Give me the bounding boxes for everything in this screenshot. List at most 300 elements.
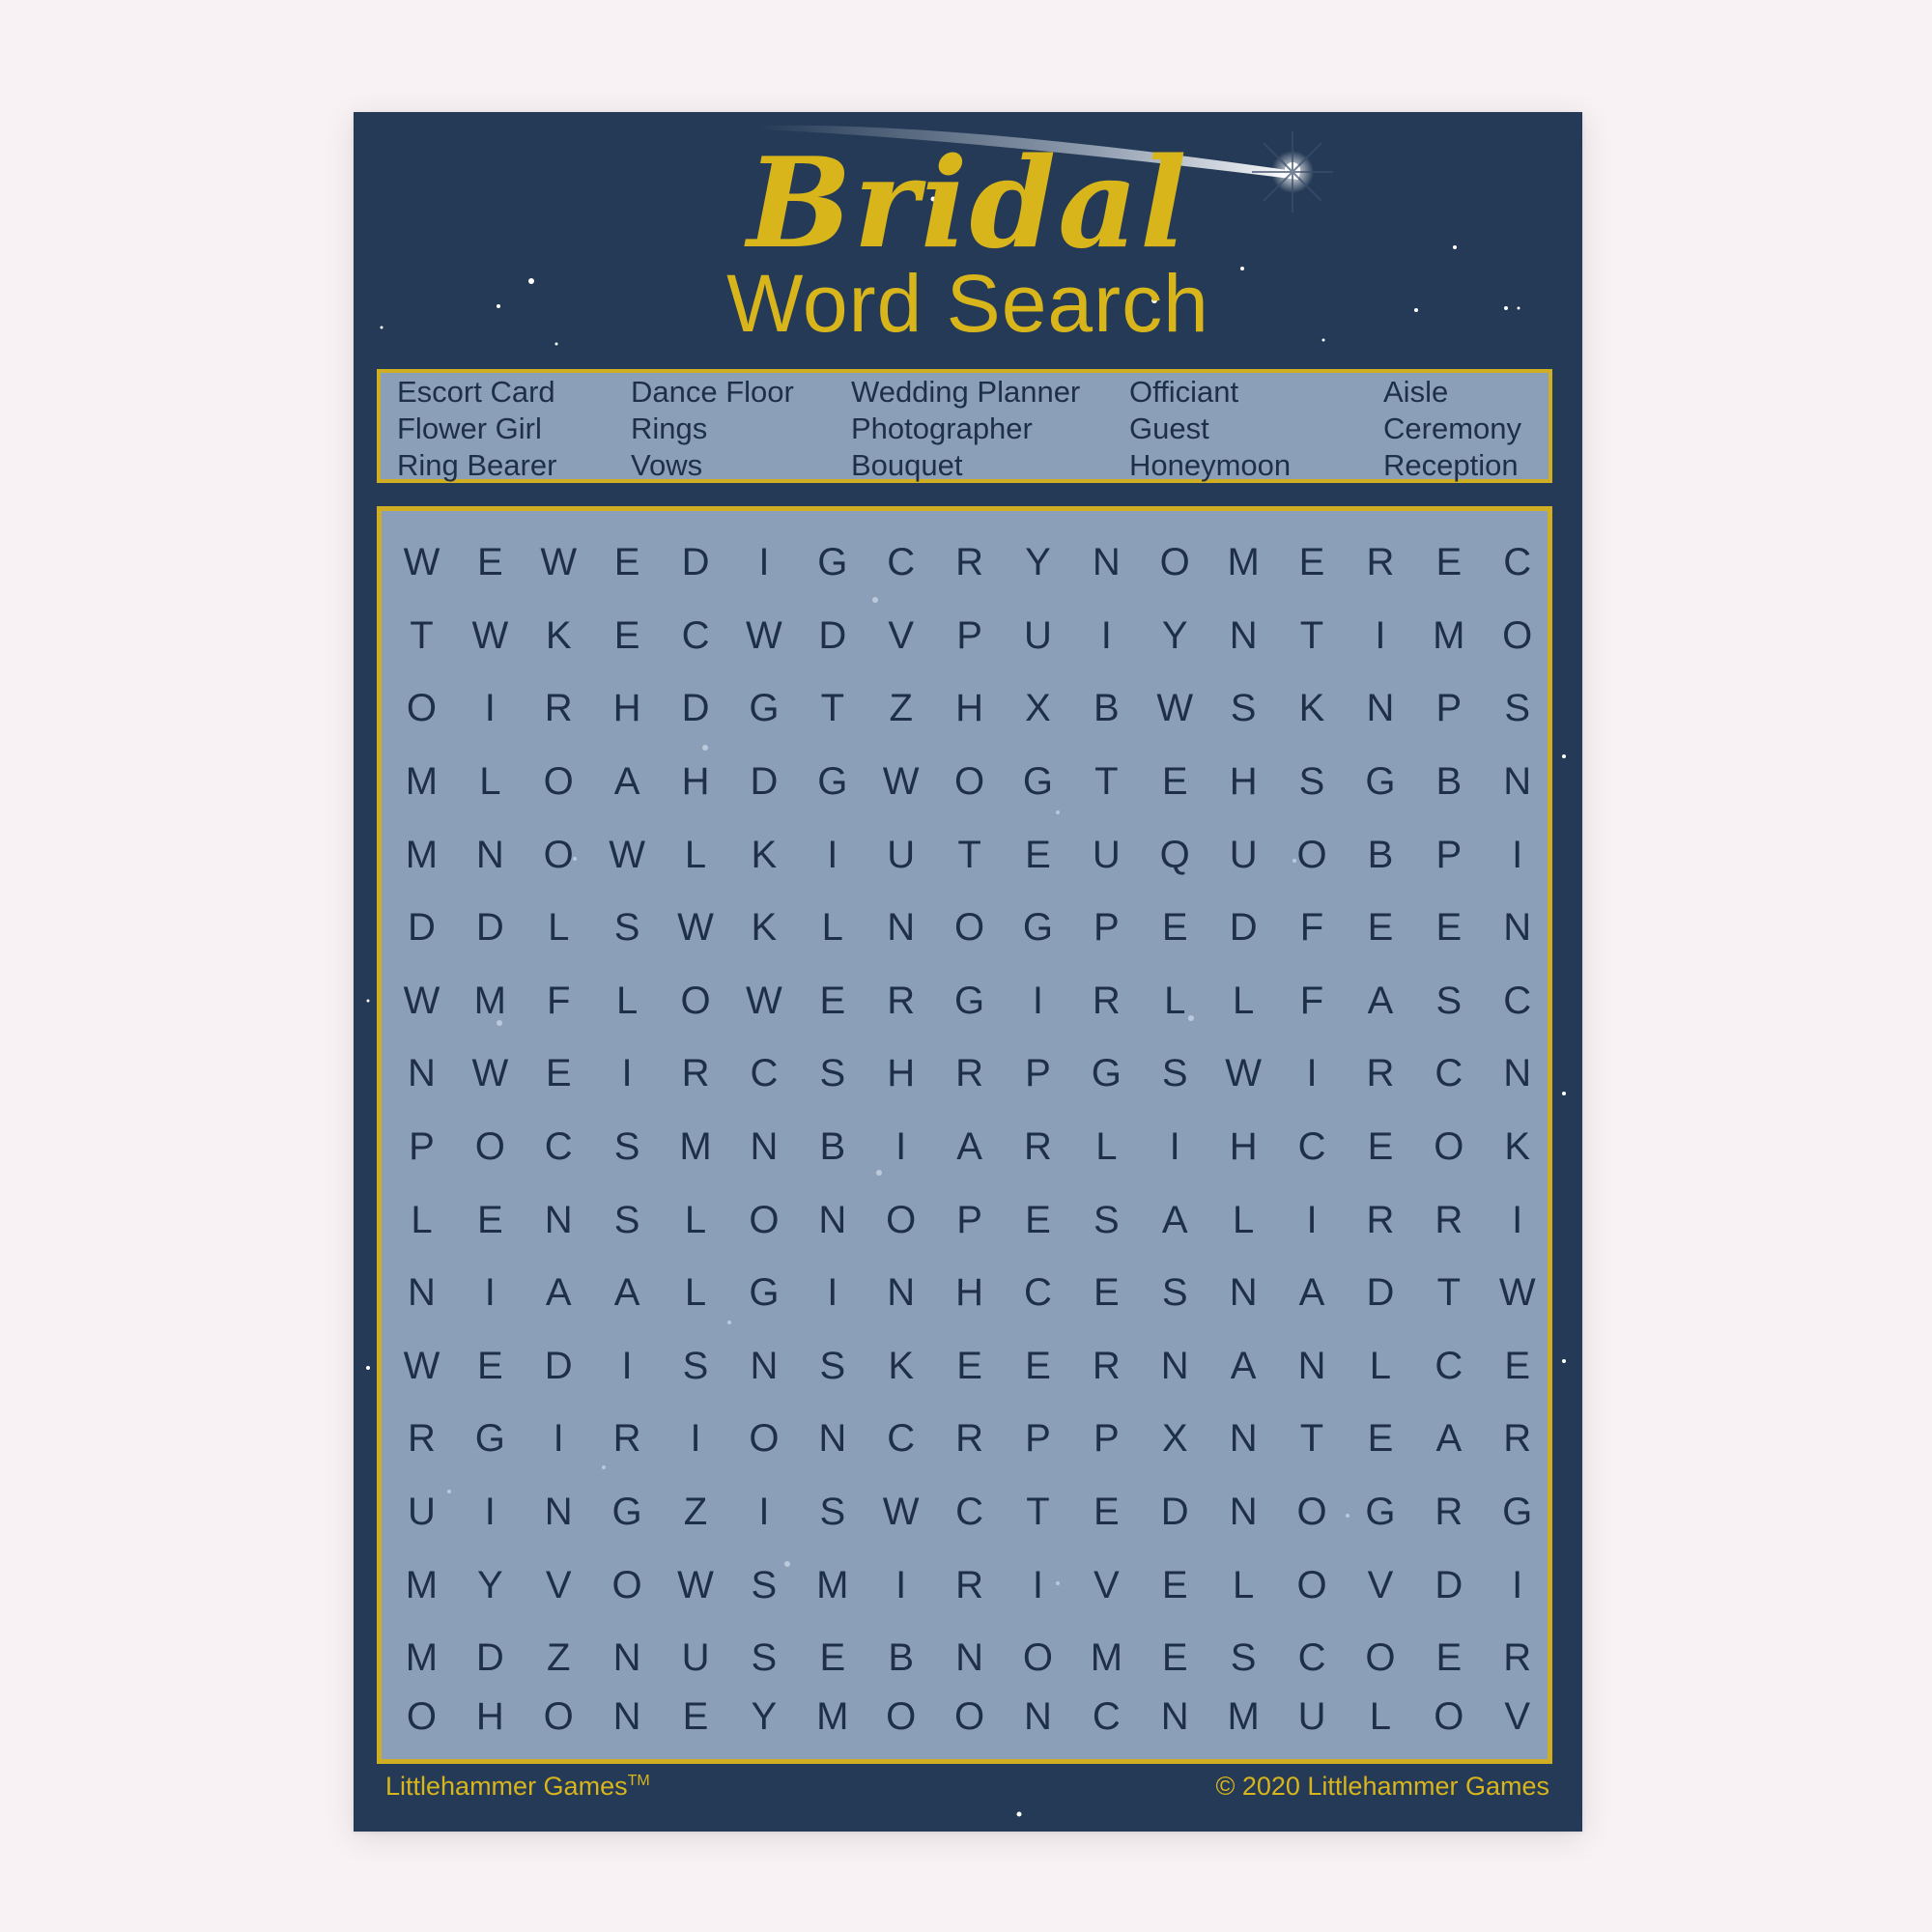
grid-letter[interactable]: C [1435, 1052, 1463, 1095]
grid-letter[interactable]: L [1233, 1563, 1255, 1606]
grid-letter[interactable]: T [820, 687, 844, 730]
grid-letter[interactable]: W [746, 613, 782, 657]
grid-letter[interactable]: E [1435, 541, 1463, 584]
grid-letter[interactable]: D [750, 760, 779, 804]
grid-letter[interactable]: B [1367, 833, 1394, 876]
grid-letter[interactable]: I [1306, 1052, 1318, 1095]
grid-letter[interactable]: A [1298, 1271, 1325, 1315]
grid-letter[interactable]: D [681, 687, 710, 730]
grid-letter[interactable]: G [1091, 1052, 1122, 1095]
grid-letter[interactable]: R [408, 1417, 436, 1461]
grid-letter[interactable]: T [410, 613, 434, 657]
grid-letter[interactable]: A [956, 1125, 982, 1169]
grid-letter[interactable]: S [1435, 979, 1463, 1022]
grid-letter[interactable]: R [1366, 1052, 1395, 1095]
grid-letter[interactable]: H [887, 1052, 916, 1095]
grid-letter[interactable]: N [475, 833, 504, 876]
grid-letter[interactable]: W [540, 541, 578, 584]
grid-letter[interactable]: M [405, 833, 439, 876]
grid-letter[interactable]: U [1024, 613, 1052, 657]
grid-letter[interactable]: T [1026, 1491, 1050, 1534]
grid-letter[interactable]: U [408, 1491, 436, 1534]
grid-letter[interactable]: I [621, 1052, 633, 1095]
grid-letter[interactable]: N [1024, 1694, 1052, 1738]
grid-letter[interactable]: R [1435, 1198, 1463, 1241]
grid-letter[interactable]: Y [476, 1563, 503, 1606]
grid-letter[interactable]: L [821, 906, 843, 950]
grid-letter[interactable]: N [1297, 1344, 1326, 1387]
grid-letter[interactable]: T [1299, 613, 1324, 657]
grid-letter[interactable]: R [955, 1563, 984, 1606]
grid-letter[interactable]: I [827, 1271, 838, 1315]
grid-letter[interactable]: R [1435, 1491, 1463, 1534]
grid-letter[interactable]: N [544, 1198, 573, 1241]
grid-letter[interactable]: I [621, 1344, 633, 1387]
grid-letter[interactable]: P [1025, 1052, 1051, 1095]
grid-letter[interactable]: W [1498, 1271, 1536, 1315]
grid-letter[interactable]: U [1229, 833, 1258, 876]
grid-letter[interactable]: O [1365, 1636, 1396, 1680]
grid-letter[interactable]: P [1094, 906, 1120, 950]
grid-letter[interactable]: E [1367, 906, 1394, 950]
grid-letter[interactable]: O [954, 760, 985, 804]
grid-letter[interactable]: E [1161, 906, 1188, 950]
grid-letter[interactable]: S [1230, 1636, 1257, 1680]
grid-letter[interactable]: P [1435, 833, 1463, 876]
grid-letter[interactable]: I [827, 833, 838, 876]
grid-letter[interactable]: E [1025, 1344, 1051, 1387]
grid-letter[interactable]: U [681, 1636, 710, 1680]
grid-letter[interactable]: A [613, 760, 640, 804]
brand-name: Littlehammer Games [385, 1772, 628, 1801]
grid-letter[interactable]: N [544, 1491, 573, 1534]
grid-letter[interactable]: I [1375, 613, 1386, 657]
grid-letter[interactable]: I [1169, 1125, 1180, 1169]
grid-letter[interactable]: H [1229, 760, 1258, 804]
grid-letter[interactable]: O [1159, 541, 1190, 584]
grid-letter[interactable]: E [1367, 1417, 1394, 1461]
grid-letter[interactable]: W [403, 1344, 440, 1387]
grid-letter[interactable]: K [888, 1344, 915, 1387]
grid-letter[interactable]: E [613, 541, 640, 584]
trademark-mark: TM [627, 1773, 650, 1789]
grid-letter[interactable]: O [749, 1417, 780, 1461]
grid-letter[interactable]: I [895, 1563, 907, 1606]
word-bank-item: Vows [631, 448, 703, 482]
grid-letter[interactable]: C [1297, 1125, 1326, 1169]
grid-letter[interactable]: Z [547, 1636, 571, 1680]
grid-letter[interactable]: N [408, 1052, 436, 1095]
grid-letter[interactable]: C [544, 1125, 573, 1169]
grid-letter[interactable]: F [547, 979, 571, 1022]
grid-letter[interactable]: E [1161, 1636, 1188, 1680]
grid-letter[interactable]: E [682, 1694, 709, 1738]
grid-letter[interactable]: N [818, 1198, 847, 1241]
grid-letter[interactable]: D [408, 906, 436, 950]
grid-letter[interactable]: W [403, 541, 440, 584]
grid-letter[interactable]: O [1296, 833, 1327, 876]
grid-letter[interactable]: S [751, 1636, 778, 1680]
grid-letter[interactable]: O [749, 1198, 780, 1241]
grid-letter[interactable]: G [749, 1271, 780, 1315]
grid-letter[interactable]: L [479, 760, 501, 804]
grid-letter[interactable]: L [615, 979, 639, 1022]
grid-letter[interactable]: U [1297, 1694, 1326, 1738]
grid-letter[interactable]: H [955, 687, 984, 730]
grid-letter[interactable]: S [819, 1491, 846, 1534]
grid-letter[interactable]: R [544, 687, 573, 730]
grid-letter[interactable]: G [1022, 906, 1054, 950]
grid-letter[interactable]: I [484, 687, 496, 730]
grid-letter[interactable]: H [1229, 1125, 1258, 1169]
grid-letter[interactable]: N [887, 1271, 916, 1315]
grid-letter[interactable]: T [1094, 760, 1119, 804]
grid-letter[interactable]: D [475, 1636, 504, 1680]
grid-letter[interactable]: D [681, 541, 710, 584]
grid-letter[interactable]: I [758, 1491, 770, 1534]
grid-letter[interactable]: F [1299, 979, 1324, 1022]
grid-letter[interactable]: K [1504, 1125, 1531, 1169]
grid-letter[interactable]: W [471, 613, 509, 657]
grid-letter[interactable]: I [553, 1417, 564, 1461]
grid-letter[interactable]: N [1229, 1271, 1258, 1315]
grid-letter[interactable]: M [405, 1636, 439, 1680]
grid-letter[interactable]: W [882, 760, 920, 804]
grid-letter[interactable]: X [1161, 1417, 1188, 1461]
grid-letter[interactable]: L [1369, 1344, 1392, 1387]
grid-letter[interactable]: L [548, 906, 570, 950]
grid-letter[interactable]: U [887, 833, 916, 876]
grid-letter[interactable]: G [1502, 1491, 1533, 1534]
grid-letter[interactable]: L [684, 833, 707, 876]
grid-letter[interactable]: S [1161, 1052, 1188, 1095]
letter-grid [387, 526, 1552, 1738]
grid-letter[interactable]: R [1024, 1125, 1052, 1169]
grid-letter[interactable]: R [1092, 979, 1121, 1022]
grid-letter[interactable]: M [1090, 1636, 1123, 1680]
grid-letter[interactable]: O [543, 1694, 574, 1738]
grid-letter[interactable]: M [1227, 1694, 1260, 1738]
grid-letter[interactable]: M [1433, 613, 1465, 657]
grid-letter[interactable]: W [1156, 687, 1194, 730]
grid-letter[interactable]: N [1229, 1417, 1258, 1461]
grid-letter[interactable]: W [609, 833, 645, 876]
grid-letter[interactable]: G [474, 1417, 505, 1461]
grid-letter[interactable]: S [819, 1052, 846, 1095]
grid-letter[interactable]: D [475, 906, 504, 950]
grid-letter[interactable]: C [1297, 1636, 1326, 1680]
grid-letter[interactable]: G [1365, 1491, 1396, 1534]
grid-letter[interactable]: S [819, 1344, 846, 1387]
grid-letter[interactable]: Y [1161, 613, 1188, 657]
grid-letter[interactable]: M [816, 1694, 849, 1738]
grid-letter[interactable]: N [955, 1636, 984, 1680]
grid-letter[interactable]: T [1436, 1271, 1462, 1315]
grid-letter[interactable]: W [403, 979, 440, 1022]
grid-letter[interactable]: L [1233, 1198, 1255, 1241]
grid-letter[interactable]: R [1366, 541, 1395, 584]
grid-letter[interactable]: O [611, 1563, 642, 1606]
grid-letter[interactable]: P [1435, 687, 1463, 730]
grid-letter[interactable]: O [406, 1694, 437, 1738]
grid-letter[interactable]: S [1504, 687, 1531, 730]
grid-letter[interactable]: C [1435, 1344, 1463, 1387]
grid-letter[interactable]: W [746, 979, 782, 1022]
grid-letter[interactable]: H [475, 1694, 504, 1738]
grid-letter[interactable]: R [681, 1052, 710, 1095]
grid-letter[interactable]: L [1369, 1694, 1392, 1738]
grid-letter[interactable]: N [1092, 541, 1121, 584]
grid-letter[interactable]: O [1434, 1125, 1464, 1169]
grid-letter[interactable]: A [1161, 1198, 1188, 1241]
grid-letter[interactable]: R [1092, 1344, 1121, 1387]
grid-letter[interactable]: I [1032, 1563, 1044, 1606]
grid-letter[interactable]: M [679, 1125, 712, 1169]
grid-letter[interactable]: K [751, 906, 778, 950]
grid-letter[interactable]: E [1094, 1271, 1120, 1315]
grid-letter[interactable]: Y [1025, 541, 1051, 584]
grid-letter[interactable]: Z [889, 687, 913, 730]
grid-letter[interactable]: Y [751, 1694, 778, 1738]
grid-letter[interactable]: R [955, 1417, 984, 1461]
word-bank-column [1129, 373, 1291, 483]
grid-letter[interactable]: P [956, 613, 982, 657]
grid-letter[interactable]: L [411, 1198, 433, 1241]
title-script: Bridal [747, 131, 1189, 276]
grid-letter[interactable]: N [612, 1694, 641, 1738]
grid-letter[interactable]: R [1503, 1417, 1532, 1461]
grid-letter[interactable]: M [473, 979, 506, 1022]
grid-letter[interactable]: C [1024, 1271, 1052, 1315]
grid-letter[interactable]: W [1225, 1052, 1263, 1095]
grid-letter[interactable]: B [819, 1125, 846, 1169]
grid-letter[interactable]: E [476, 541, 503, 584]
grid-letter[interactable]: C [1092, 1694, 1121, 1738]
grid-letter[interactable]: R [955, 1052, 984, 1095]
grid-letter[interactable]: I [484, 1491, 496, 1534]
grid-letter[interactable]: L [684, 1198, 707, 1241]
grid-letter[interactable]: I [1032, 979, 1044, 1022]
grid-letter[interactable]: L [684, 1271, 707, 1315]
grid-letter[interactable]: K [1298, 687, 1325, 730]
grid-letter[interactable]: N [750, 1344, 779, 1387]
grid-letter[interactable]: E [1025, 1198, 1051, 1241]
grid-letter[interactable]: B [888, 1636, 915, 1680]
grid-letter[interactable]: G [749, 687, 780, 730]
page-title: Word Search [726, 258, 1209, 349]
grid-letter[interactable]: O [886, 1694, 917, 1738]
grid-letter[interactable]: E [1161, 1563, 1188, 1606]
puzzle-card [354, 112, 1582, 1832]
grid-letter[interactable]: E [1504, 1344, 1531, 1387]
grid-letter[interactable]: N [612, 1636, 641, 1680]
grid-letter[interactable]: W [677, 906, 714, 950]
grid-letter[interactable]: N [1160, 1694, 1189, 1738]
grid-letter[interactable]: R [1503, 1636, 1532, 1680]
grid-letter[interactable]: E [1161, 760, 1188, 804]
grid-letter[interactable]: W [677, 1563, 714, 1606]
grid-letter[interactable]: E [1094, 1491, 1120, 1534]
grid-letter[interactable]: M [405, 760, 439, 804]
grid-letter[interactable]: I [1512, 833, 1523, 876]
grid-letter[interactable]: S [1161, 1271, 1188, 1315]
grid-letter[interactable]: I [1512, 1198, 1523, 1241]
grid-letter[interactable]: N [1160, 1344, 1189, 1387]
grid-letter[interactable]: A [1230, 1344, 1257, 1387]
grid-letter[interactable]: E [1025, 833, 1051, 876]
grid-letter[interactable]: S [1298, 760, 1325, 804]
grid-letter[interactable]: W [471, 1052, 509, 1095]
grid-letter[interactable]: D [1435, 1563, 1463, 1606]
grid-letter[interactable]: T [957, 833, 981, 876]
grid-letter[interactable]: E [819, 1636, 846, 1680]
grid-letter[interactable]: R [955, 541, 984, 584]
grid-letter[interactable]: N [750, 1125, 779, 1169]
word-bank-item: Wedding Planner [851, 375, 1081, 409]
grid-letter[interactable]: U [1092, 833, 1121, 876]
grid-letter[interactable]: O [406, 687, 437, 730]
grid-letter[interactable]: T [1299, 1417, 1324, 1461]
grid-letter[interactable]: D [1160, 1491, 1189, 1534]
grid-letter[interactable]: G [1365, 760, 1396, 804]
grid-letter[interactable]: E [476, 1198, 503, 1241]
word-bank-item: Guest [1129, 412, 1209, 445]
grid-letter[interactable]: O [680, 979, 711, 1022]
grid-letter[interactable]: C [681, 613, 710, 657]
grid-letter[interactable]: K [545, 613, 572, 657]
grid-letter[interactable]: O [474, 1125, 505, 1169]
grid-letter[interactable]: R [612, 1417, 641, 1461]
grid-letter[interactable]: O [543, 833, 574, 876]
grid-letter[interactable]: F [1299, 906, 1324, 950]
grid-letter[interactable]: G [611, 1491, 642, 1534]
grid-letter[interactable]: D [544, 1344, 573, 1387]
grid-letter[interactable]: B [1094, 687, 1120, 730]
grid-letter[interactable]: A [613, 1271, 640, 1315]
grid-letter[interactable]: I [758, 541, 770, 584]
grid-letter[interactable]: Q [1159, 833, 1190, 876]
grid-letter[interactable]: V [1094, 1563, 1120, 1606]
grid-letter[interactable]: H [681, 760, 710, 804]
grid-letter[interactable]: I [690, 1417, 701, 1461]
grid-letter[interactable]: I [895, 1125, 907, 1169]
grid-letter[interactable]: E [613, 613, 640, 657]
grid-letter[interactable]: O [1434, 1694, 1464, 1738]
grid-letter[interactable]: N [1366, 687, 1395, 730]
grid-letter[interactable]: N [1229, 1491, 1258, 1534]
grid-letter[interactable]: V [888, 613, 915, 657]
grid-letter[interactable]: V [1367, 1563, 1394, 1606]
grid-letter[interactable]: E [1435, 906, 1463, 950]
grid-letter[interactable]: D [818, 613, 847, 657]
grid-letter[interactable]: O [1022, 1636, 1054, 1680]
grid-letter[interactable]: H [955, 1271, 984, 1315]
grid-letter[interactable]: E [956, 1344, 982, 1387]
grid-letter[interactable]: L [1164, 979, 1186, 1022]
grid-letter[interactable]: E [476, 1344, 503, 1387]
grid-letter[interactable]: S [613, 1198, 640, 1241]
grid-letter[interactable]: H [612, 687, 641, 730]
grid-letter[interactable]: L [1095, 1125, 1118, 1169]
grid-letter[interactable]: P [1025, 1417, 1051, 1461]
grid-letter[interactable]: A [1435, 1417, 1463, 1461]
grid-letter[interactable]: I [1306, 1198, 1318, 1241]
grid-letter[interactable]: C [750, 1052, 779, 1095]
grid-letter[interactable]: O [1296, 1491, 1327, 1534]
grid-letter[interactable]: C [1503, 979, 1532, 1022]
grid-letter[interactable]: A [1367, 979, 1394, 1022]
grid-letter[interactable]: R [887, 979, 916, 1022]
grid-letter[interactable]: M [405, 1563, 439, 1606]
grid-letter[interactable]: O [886, 1198, 917, 1241]
grid-letter[interactable]: E [819, 979, 846, 1022]
grid-letter[interactable]: S [1094, 1198, 1120, 1241]
grid-letter[interactable]: I [1100, 613, 1112, 657]
grid-letter[interactable]: G [954, 979, 985, 1022]
grid-letter[interactable]: G [817, 541, 848, 584]
grid-letter[interactable]: B [1435, 760, 1463, 804]
grid-letter[interactable]: N [408, 1271, 436, 1315]
grid-letter[interactable]: C [887, 541, 916, 584]
grid-letter[interactable]: L [1233, 979, 1255, 1022]
grid-letter[interactable]: D [1229, 906, 1258, 950]
grid-letter[interactable]: W [882, 1491, 920, 1534]
grid-letter[interactable]: X [1025, 687, 1051, 730]
grid-letter[interactable]: M [1227, 541, 1260, 584]
grid-letter[interactable]: O [954, 1694, 985, 1738]
grid-letter[interactable]: N [1503, 760, 1532, 804]
grid-letter[interactable]: G [817, 760, 848, 804]
grid-letter[interactable]: Z [683, 1491, 708, 1534]
word-bank-item: Photographer [851, 412, 1033, 445]
grid-letter[interactable]: O [1296, 1563, 1327, 1606]
grid-letter[interactable]: V [1504, 1694, 1531, 1738]
grid-letter[interactable]: N [1503, 906, 1532, 950]
grid-letter[interactable]: E [1435, 1636, 1463, 1680]
grid-letter[interactable]: O [954, 906, 985, 950]
grid-letter[interactable]: M [816, 1563, 849, 1606]
grid-letter[interactable]: S [1230, 687, 1257, 730]
grid-letter[interactable]: S [682, 1344, 709, 1387]
grid-letter[interactable]: C [955, 1491, 984, 1534]
grid-letter[interactable]: N [1229, 613, 1258, 657]
grid-letter[interactable]: P [956, 1198, 982, 1241]
grid-letter[interactable]: V [545, 1563, 572, 1606]
grid-letter[interactable]: E [545, 1052, 572, 1095]
grid-letter[interactable]: K [751, 833, 778, 876]
grid-letter[interactable]: E [1298, 541, 1325, 584]
grid-letter[interactable]: I [1512, 1563, 1523, 1606]
grid-letter[interactable]: S [613, 906, 640, 950]
grid-letter[interactable]: N [818, 1417, 847, 1461]
grid-letter[interactable]: O [1502, 613, 1533, 657]
grid-letter[interactable]: E [1367, 1125, 1394, 1169]
grid-letter[interactable]: G [1022, 760, 1054, 804]
grid-letter[interactable]: O [543, 760, 574, 804]
grid-letter[interactable]: C [1503, 541, 1532, 584]
grid-letter[interactable]: C [887, 1417, 916, 1461]
grid-letter[interactable]: S [613, 1125, 640, 1169]
grid-letter[interactable]: R [1366, 1198, 1395, 1241]
grid-letter[interactable]: N [887, 906, 916, 950]
grid-letter[interactable]: I [484, 1271, 496, 1315]
grid-letter[interactable]: P [409, 1125, 435, 1169]
grid-letter[interactable]: S [751, 1563, 778, 1606]
grid-letter[interactable]: D [1366, 1271, 1395, 1315]
grid-letter[interactable]: P [1094, 1417, 1120, 1461]
grid-letter[interactable]: A [545, 1271, 572, 1315]
grid-letter[interactable]: N [1503, 1052, 1532, 1095]
